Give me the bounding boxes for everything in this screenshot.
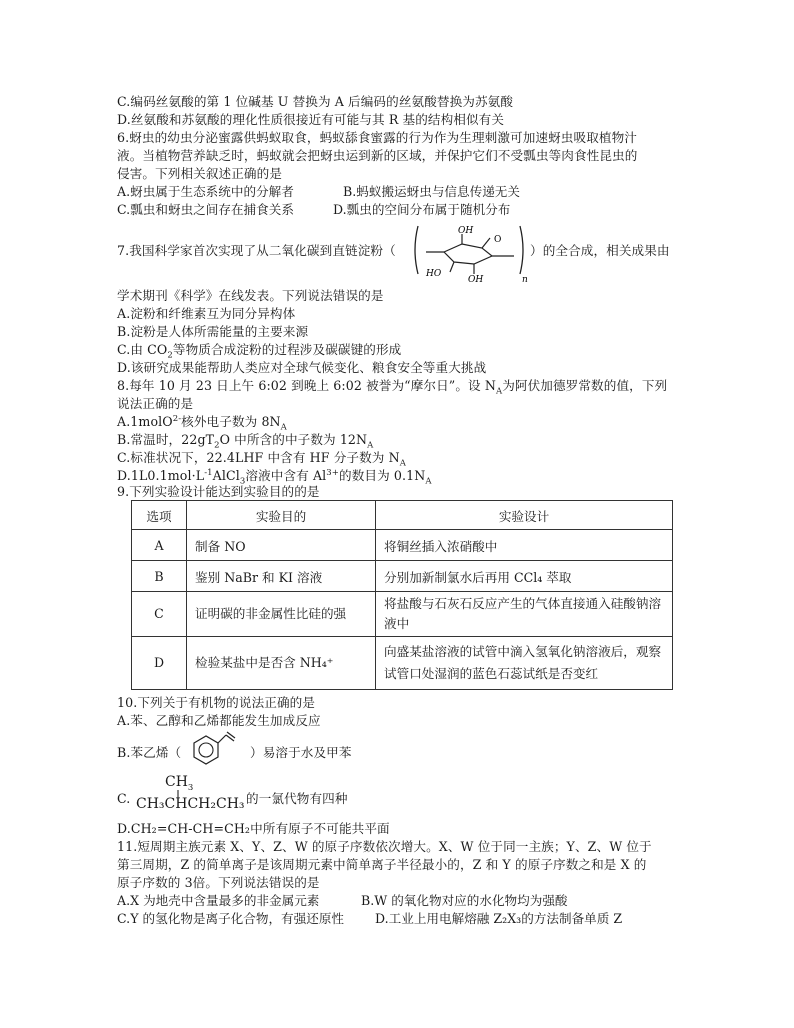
- row-design: 将铜丝插入浓硝酸中: [376, 530, 673, 561]
- q5-option-c: C.编码丝氨酸的第 1 位碱基 U 替换为 A 后编码的丝氨酸替换为苏氨酸: [117, 94, 514, 109]
- q10-option-c-label: C.: [117, 791, 131, 806]
- q10-option-b-pre: B.苯乙烯（: [117, 745, 182, 760]
- row-purpose: 证明碳的非金属性比硅的强: [187, 592, 376, 637]
- row-purpose: 鉴别 NaBr 和 KI 溶液: [187, 561, 376, 592]
- q11-stem-line1: 11.短周期主族元素 X、Y、Z、W 的原子序数依次增大。X、W 位于同一主族；Y、Z、W 位于: [117, 839, 652, 854]
- q8-option-b: B.常温时，$22gT_2O$ 中所含的中子数为 $12N_A$: [117, 432, 374, 451]
- q9-stem: 9.下列实验设计能达到实验目的的是: [117, 484, 320, 499]
- amylose-oh-top: OH: [458, 226, 474, 236]
- q6-stem-line2: 液。当植物营养缺乏时，蚂蚁就会把蚜虫运到新的区域，并保护它们不受瓢虫等肉食性昆虫的: [117, 148, 638, 163]
- q6-option-b: B.蚂蚁搬运蚜虫与信息传递无关: [343, 184, 520, 199]
- q7-option-b: B.淀粉是人体所需能量的主要来源: [117, 324, 309, 339]
- q7-stem-line2: 学术期刊《科学》在线发表。下列说法错误的是: [117, 288, 384, 303]
- row-option: D: [132, 637, 187, 690]
- amylose-structure: [410, 222, 528, 282]
- table-row: [132, 561, 673, 592]
- amylose-n: n: [522, 275, 528, 282]
- q10-c-ch3-branch: $CH_3$: [165, 774, 194, 793]
- table-header-design: 实验设计: [376, 501, 673, 530]
- q11-stem-line3: 原子序数的 3倍。下列说法错误的是: [117, 875, 320, 890]
- table-row: [132, 592, 673, 637]
- q8-stem-line1: 8.每年 10 月 23 日上午 6:02 到晚上 6:02 被誉为“摩尔日”。设 $N_A$为阿伏加德罗常数的值，下列: [117, 378, 668, 397]
- table-row: [132, 637, 673, 690]
- q11-option-b: B.W 的氧化物对应的水化物均为强酸: [361, 893, 568, 908]
- q8-option-a: A.1molO$^{2-}$核外电子数为 $8N_A$: [117, 413, 287, 433]
- q8-stem-line2: 说法正确的是: [117, 396, 194, 411]
- amylose-ho: HO: [426, 269, 442, 279]
- q6-option-a: A.蚜虫属于生态系统中的分解者: [117, 184, 294, 199]
- amylose-oh-bottom: OH: [468, 275, 484, 282]
- q10-option-b-post: ）易溶于水及甲苯: [250, 745, 352, 760]
- q8-option-c: C.标准状况下，22.4LHF 中含有 HF 分子数为 $N_A$: [117, 450, 406, 469]
- q10-option-a: A.苯、乙醇和乙烯都能发生加成反应: [117, 713, 321, 728]
- q6-options-row1: [117, 183, 520, 200]
- q7-option-a: A.淀粉和纤维素互为同分异构体: [117, 306, 296, 321]
- q11-stem-line2: 第三周期，Z 的简单离子是该周期元素中简单离子半径最小的，Z 和 Y 的原子序数之和是 X 的: [117, 857, 647, 872]
- row-option: A: [132, 530, 187, 561]
- row-purpose: 检验某盐中是否含 NH₄⁺: [187, 637, 376, 690]
- q11-option-d: D.工业上用电解熔融 Z₂X₃的方法制备单质 Z: [375, 911, 623, 926]
- q8-option-d: $D.1L0.1mol\cdot L^{-1}AlCl_3$溶液中含有 $Al^{3+}$的数目为 $0.1N_A$: [117, 467, 432, 487]
- q6-options-row2: [117, 201, 510, 218]
- q11-options-row1: [117, 892, 568, 909]
- row-design: 向盛某盐溶液的试管中滴入氢氧化钠溶液后，观察试管口处湿润的蓝色石蕊试纸是否变红: [376, 637, 673, 690]
- q10-stem: 10.下列关于有机物的说法正确的是: [117, 695, 316, 710]
- q6-stem-line1: 6.蚜虫的幼虫分泌蜜露供蚂蚁取食，蚂蚁舔食蜜露的行为作为生理刺激可加速蚜虫吸取植物汁: [117, 130, 637, 145]
- q9-experiment-table: [131, 500, 673, 690]
- table-row: [132, 530, 673, 561]
- table-header-row: [132, 501, 673, 530]
- table-header-purpose: 实验目的: [187, 501, 376, 530]
- q10-option-d: D.CH₂=CH-CH=CH₂中所有原子不可能共平面: [117, 821, 390, 836]
- q11-option-a: A.X 为地壳中含量最多的非金属元素: [117, 893, 320, 908]
- table-header-option: 选项: [132, 501, 187, 530]
- q10-option-c-post: 的一氯代物有四种: [246, 791, 348, 806]
- q6-option-d: D.瓢虫的空间分布属于随机分布: [333, 202, 511, 217]
- row-option: B: [132, 561, 187, 592]
- q11-options-row2: [117, 910, 622, 927]
- q7-option-c: C.由 $CO_2$等物质合成淀粉的过程涉及碳碳键的形成: [117, 342, 402, 361]
- row-design: 将盐酸与石灰石反应产生的气体直接通入硅酸钠溶液中: [376, 592, 673, 637]
- q7-stem-line1-pre: 7.我国科学家首次实现了从二氧化碳到直链淀粉（: [117, 243, 396, 258]
- row-option: C: [132, 592, 187, 637]
- row-design: 分别加新制氯水后再用 CCl₄ 萃取: [376, 561, 673, 592]
- q10-c-main-chain: CH₃CHCH₂CH₃: [136, 796, 245, 812]
- amylose-o: O: [494, 235, 502, 245]
- q6-stem-line3: 侵害。下列相关叙述正确的是: [117, 166, 283, 181]
- styrene-structure: [186, 727, 248, 775]
- q6-option-c: C.瓢虫和蚜虫之间存在捕食关系: [117, 202, 294, 217]
- q5-option-d: D.丝氨酸和苏氨酸的理化性质很接近有可能与其 R 基的结构相似有关: [117, 112, 505, 127]
- q7-option-d: D.该研究成果能帮助人类应对全球气候变化、粮食安全等重大挑战: [117, 360, 487, 375]
- row-purpose: 制备 NO: [187, 530, 376, 561]
- q11-option-c: C.Y 的氢化物是离子化合物，有强还原性: [117, 911, 345, 926]
- q7-stem-line1-post: ）的全合成，相关成果由: [530, 243, 670, 258]
